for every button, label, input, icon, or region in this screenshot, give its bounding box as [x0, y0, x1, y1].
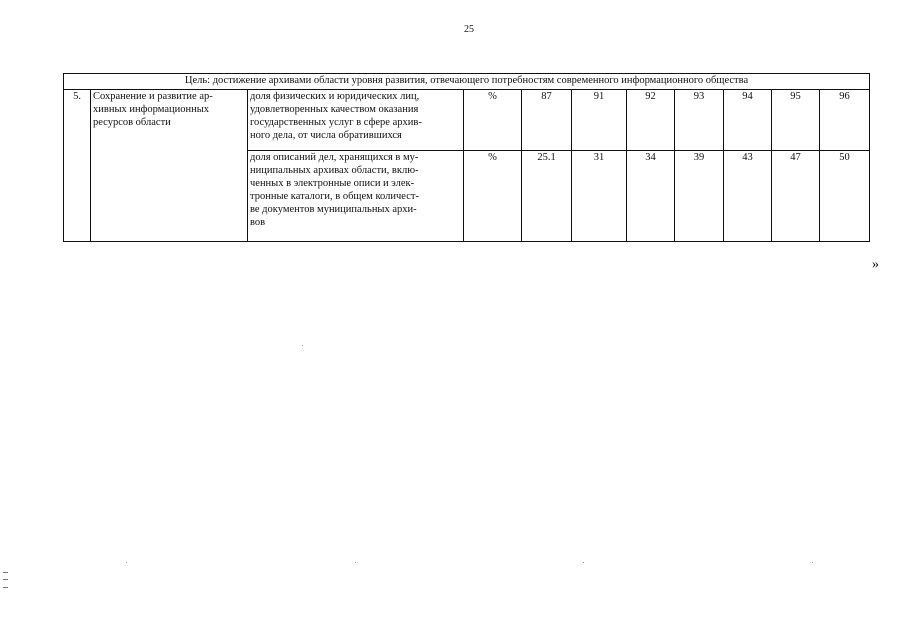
scan-speck: [302, 345, 303, 346]
value-cell: 43: [724, 151, 772, 242]
task-cell: [91, 90, 248, 242]
goal-row: [64, 74, 870, 90]
task-text: Сохранение и развитие ар- хивных информационных ресурсов области: [93, 91, 213, 128]
scan-speck: [583, 562, 584, 563]
table-row: [64, 90, 870, 151]
indicator-text: доля описаний дел, хранящихся в му- ниципальных архивах области, вклю- ченных в электронные описи и элек- тронные каталоги, в общем количест- ве документов муниципальных архи- вов: [250, 152, 419, 228]
value-cell: 34: [627, 151, 675, 242]
unit-cell: %: [464, 151, 522, 242]
unit-cell: %: [464, 90, 522, 151]
goal-cell: Цель: достижение архивами области уровня развития, отвечающего потребностям современного информационного общества: [64, 74, 870, 90]
scan-margin-mark: [3, 572, 8, 588]
value-cell: 93: [675, 90, 724, 151]
row-number: 5.: [64, 90, 91, 242]
value-cell: 95: [772, 90, 820, 151]
indicators-table: [63, 73, 870, 242]
value-cell: 96: [820, 90, 870, 151]
value-cell: 91: [572, 90, 627, 151]
indicator-cell: [248, 151, 464, 242]
scan-speck: [126, 562, 127, 563]
indicator-text: доля физических и юридических лиц, удовлетворенных качеством оказания государственных услуг в сфере архив- ного дела, от числа обратившихся: [250, 91, 422, 141]
value-cell: 92: [627, 90, 675, 151]
indicator-cell: [248, 90, 464, 151]
value-cell: 39: [675, 151, 724, 242]
page-number: 25: [464, 24, 474, 35]
value-cell: 47: [772, 151, 820, 242]
value-cell: 31: [572, 151, 627, 242]
value-cell: 50: [820, 151, 870, 242]
closing-quote: »: [872, 257, 879, 272]
scan-speck: [355, 562, 356, 563]
value-cell: 25.1: [522, 151, 572, 242]
scan-speck: [812, 562, 813, 563]
value-cell: 94: [724, 90, 772, 151]
value-cell: 87: [522, 90, 572, 151]
